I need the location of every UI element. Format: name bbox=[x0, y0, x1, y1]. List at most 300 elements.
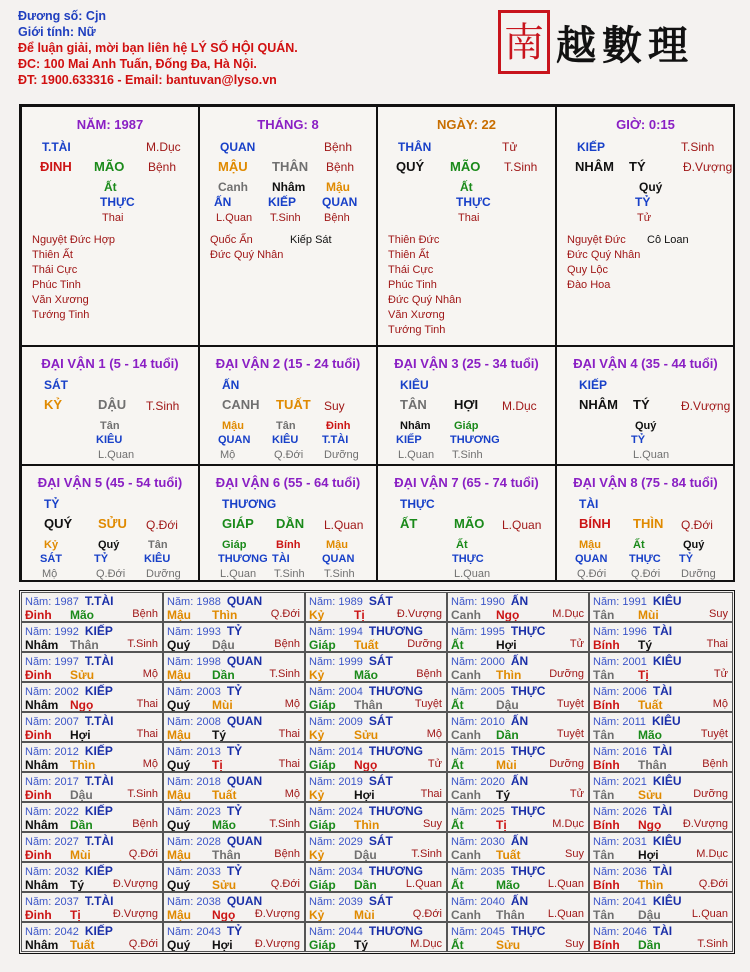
seal-stamp: 南 bbox=[498, 10, 550, 74]
year-stem: Canh bbox=[451, 848, 481, 862]
year-stem: Nhâm bbox=[25, 938, 59, 952]
year-ten-god: THỰC bbox=[510, 804, 546, 818]
year-stem: Nhâm bbox=[25, 758, 59, 772]
dai-van-hidden-ten-god: KIÊU bbox=[272, 434, 299, 446]
year-stem: Mậu bbox=[167, 788, 191, 802]
year-stage: Q.Đới bbox=[270, 608, 300, 620]
year-stem: Mậu bbox=[167, 728, 191, 742]
year-stage: Tuyệt bbox=[414, 698, 442, 710]
year-label: Năm: 2014 bbox=[309, 746, 363, 758]
pillar-cell bbox=[21, 106, 199, 346]
hidden-stem: Ất bbox=[460, 180, 473, 194]
dai-van-hidden-stem: Ất bbox=[633, 539, 645, 551]
year-stem: Canh bbox=[451, 608, 481, 622]
year-ten-god: TÀI bbox=[652, 624, 673, 638]
year-cell bbox=[21, 742, 163, 772]
special-star: Tướng Tinh bbox=[32, 309, 90, 321]
dai-van-hidden-stem: Mậu bbox=[222, 420, 244, 432]
pillar-stage-top: Tử bbox=[502, 140, 518, 154]
year-stem: Canh bbox=[451, 908, 481, 922]
year-label: Năm: 2026 bbox=[593, 806, 647, 818]
year-stage: Bệnh bbox=[132, 818, 158, 830]
year-line bbox=[451, 714, 528, 728]
chart-grid bbox=[19, 104, 735, 582]
pillar-stage: T.Sinh bbox=[504, 160, 538, 174]
year-cell bbox=[21, 712, 163, 742]
year-line bbox=[309, 834, 393, 848]
dai-van-stage: T.Sinh bbox=[146, 399, 180, 413]
year-stage: Đ.Vượng bbox=[254, 938, 300, 950]
year-stage: Q.Đới bbox=[128, 938, 158, 950]
year-branch: Dậu bbox=[496, 698, 519, 712]
year-label: Năm: 2001 bbox=[593, 656, 647, 668]
year-stem: Tân bbox=[593, 728, 615, 742]
special-star: Phúc Tinh bbox=[32, 279, 81, 291]
year-branch: Hợi bbox=[354, 788, 375, 802]
year-line bbox=[25, 714, 113, 728]
pillar-stage-top: T.Sinh bbox=[681, 140, 715, 154]
year-cell bbox=[447, 922, 589, 952]
year-label: Năm: 2012 bbox=[25, 746, 79, 758]
special-star: Thiên Đức bbox=[388, 234, 440, 246]
year-branch: Tị bbox=[496, 818, 507, 832]
year-cell bbox=[21, 592, 163, 622]
year-line bbox=[167, 684, 242, 698]
year-stage: L.Quan bbox=[405, 878, 442, 890]
hidden-stem: Nhâm bbox=[272, 180, 306, 194]
year-stage: T.Sinh bbox=[127, 788, 158, 800]
year-branch: Hợi bbox=[638, 848, 659, 862]
dai-van-hidden-ten-god: THƯƠNG bbox=[450, 434, 500, 446]
pillar-stem: MẬU bbox=[218, 159, 248, 174]
hidden-stem: Canh bbox=[218, 180, 248, 194]
year-cell bbox=[21, 802, 163, 832]
dai-van-stem: KỶ bbox=[44, 397, 63, 412]
year-label: Năm: 2018 bbox=[167, 776, 221, 788]
hidden-stage: Tử bbox=[637, 212, 652, 224]
year-ten-god: ẤN bbox=[510, 594, 529, 608]
year-branch: Tị bbox=[70, 908, 81, 922]
year-line bbox=[25, 594, 113, 608]
year-stage: Dưỡng bbox=[549, 758, 584, 770]
dai-van-hidden-stage: Q.Đới bbox=[96, 568, 126, 580]
dai-van-hidden-stem: Ất bbox=[456, 539, 468, 551]
year-cell bbox=[163, 802, 305, 832]
year-stage: L.Quan bbox=[547, 878, 584, 890]
dai-van-hidden-stem: Giáp bbox=[222, 539, 247, 551]
dai-van-branch: THÌN bbox=[633, 516, 664, 531]
dai-van-hidden-ten-god: SÁT bbox=[40, 553, 62, 565]
year-cell bbox=[447, 622, 589, 652]
year-ten-god: QUAN bbox=[226, 714, 263, 728]
year-label: Năm: 2032 bbox=[25, 866, 79, 878]
dai-van-stage: Đ.Vượng bbox=[681, 399, 731, 413]
year-label: Năm: 2043 bbox=[167, 926, 221, 938]
pillar-stem: QUÝ bbox=[396, 159, 425, 174]
year-ten-god: THƯƠNG bbox=[368, 804, 423, 818]
year-cell bbox=[447, 832, 589, 862]
year-stage: Tử bbox=[569, 638, 584, 650]
pillar-ten-god: THÂN bbox=[398, 140, 432, 154]
year-line bbox=[167, 744, 242, 758]
pillar-branch: TÝ bbox=[629, 159, 646, 174]
year-ten-god: T.TÀI bbox=[84, 714, 114, 728]
year-ten-god: KIẾP bbox=[84, 864, 113, 878]
year-label: Năm: 2023 bbox=[167, 806, 221, 818]
hidden-stage: Bệnh bbox=[324, 212, 350, 224]
year-ten-god: KIẾP bbox=[84, 924, 113, 938]
year-line bbox=[25, 924, 113, 938]
year-label: Năm: 2015 bbox=[451, 746, 505, 758]
year-stage: M.Dục bbox=[696, 848, 728, 860]
dai-van-cell bbox=[377, 465, 556, 582]
pillar-ten-god: QUAN bbox=[220, 140, 256, 154]
dai-van-hidden-stage: Mộ bbox=[42, 568, 58, 580]
year-branch: Ngọ bbox=[496, 608, 520, 622]
year-stem: Đinh bbox=[25, 608, 52, 622]
year-label: Năm: 2003 bbox=[167, 686, 221, 698]
year-stem: Nhâm bbox=[25, 878, 59, 892]
year-ten-god: KIÊU bbox=[652, 894, 682, 908]
year-cell bbox=[589, 802, 733, 832]
year-branch: Hợi bbox=[70, 728, 91, 742]
dai-van-ten-god: TÀI bbox=[579, 497, 599, 511]
year-line bbox=[25, 684, 113, 698]
dai-van-hidden-stage: Dưỡng bbox=[146, 568, 181, 580]
year-ten-god: ẤN bbox=[510, 834, 529, 848]
year-cell bbox=[305, 892, 447, 922]
phone-email: ĐT: 1900.633316 - Email: bantuvan@lyso.vn bbox=[18, 73, 277, 87]
year-stem: Canh bbox=[451, 788, 481, 802]
year-label: Năm: 2010 bbox=[451, 716, 505, 728]
year-branch: Mão bbox=[638, 728, 662, 742]
year-label: Năm: 2011 bbox=[593, 716, 646, 728]
year-branch: Mùi bbox=[212, 698, 233, 712]
dai-van-branch: SỬU bbox=[98, 516, 127, 531]
dai-van-cell bbox=[21, 465, 199, 582]
year-line bbox=[25, 834, 113, 848]
year-branch: Sửu bbox=[496, 938, 521, 952]
dai-van-title: ĐẠI VẬN 3 (25 - 34 tuổi) bbox=[394, 356, 539, 371]
year-stage: Bệnh bbox=[274, 848, 300, 860]
year-label: Năm: 2030 bbox=[451, 836, 505, 848]
dai-van-hidden-stem: Mậu bbox=[579, 539, 601, 551]
year-stem: Ất bbox=[451, 698, 464, 712]
dai-van-stage: L.Quan bbox=[502, 518, 542, 532]
year-line bbox=[167, 804, 242, 818]
year-cell bbox=[21, 652, 163, 682]
year-branch: Dần bbox=[496, 728, 519, 742]
year-label: Năm: 2017 bbox=[25, 776, 79, 788]
year-stage: Tử bbox=[569, 788, 584, 800]
year-line bbox=[167, 894, 262, 908]
year-stage: Dưỡng bbox=[407, 638, 442, 650]
year-stage: Dưỡng bbox=[549, 668, 584, 680]
year-cell bbox=[305, 682, 447, 712]
dai-van-hidden-stage: L.Quan bbox=[398, 449, 435, 461]
year-stage: Bệnh bbox=[132, 608, 158, 620]
year-cell bbox=[163, 892, 305, 922]
year-branch: Thìn bbox=[496, 668, 522, 682]
year-label: Năm: 2033 bbox=[167, 866, 221, 878]
year-stage: Tử bbox=[427, 758, 442, 770]
year-stem: Nhâm bbox=[25, 638, 59, 652]
dai-van-hidden-stage: L.Quan bbox=[633, 449, 670, 461]
year-cell bbox=[163, 622, 305, 652]
year-branch: Mùi bbox=[638, 608, 659, 622]
pillar-stage-top: Bệnh bbox=[324, 140, 353, 154]
special-star: Thiên Ất bbox=[32, 249, 73, 261]
year-label: Năm: 2024 bbox=[309, 806, 363, 818]
special-star: Đức Quý Nhân bbox=[210, 249, 284, 261]
pillar-title: NĂM: 1987 bbox=[76, 117, 144, 132]
year-line bbox=[593, 684, 672, 698]
year-branch: Dậu bbox=[354, 848, 377, 862]
year-label: Năm: 2020 bbox=[451, 776, 505, 788]
year-label: Năm: 1997 bbox=[25, 656, 79, 668]
year-stage: Đ.Vượng bbox=[682, 818, 728, 830]
year-cell bbox=[21, 922, 163, 952]
dai-van-stem: GIÁP bbox=[222, 516, 254, 531]
year-branch: Mùi bbox=[496, 758, 517, 772]
year-cell bbox=[589, 592, 733, 622]
year-cell bbox=[21, 772, 163, 802]
dai-van-hidden-stem: Nhâm bbox=[400, 420, 431, 432]
year-table bbox=[19, 590, 735, 954]
year-stage: Suy bbox=[709, 608, 728, 620]
year-line bbox=[593, 594, 681, 608]
year-stem: Đinh bbox=[25, 848, 52, 862]
year-branch: Thân bbox=[638, 758, 667, 772]
year-cell bbox=[305, 802, 447, 832]
dai-van-hidden-ten-god: TỶ bbox=[631, 434, 646, 446]
year-stage: M.Dục bbox=[552, 818, 584, 830]
year-ten-god: KIÊU bbox=[652, 654, 682, 668]
year-stage: Đ.Vượng bbox=[396, 608, 442, 620]
year-line bbox=[167, 864, 242, 878]
dai-van-ten-god: SÁT bbox=[44, 378, 68, 392]
year-cell bbox=[589, 652, 733, 682]
year-ten-god: THỰC bbox=[510, 744, 546, 758]
year-ten-god: KIẾP bbox=[84, 684, 113, 698]
dai-van-hidden-stage: Q.Đới bbox=[577, 568, 607, 580]
year-label: Năm: 2021 bbox=[593, 776, 647, 788]
year-ten-god: QUAN bbox=[226, 894, 263, 908]
year-stem: Giáp bbox=[309, 698, 336, 712]
year-line bbox=[25, 894, 113, 908]
year-branch: Sửu bbox=[638, 788, 663, 802]
year-stage: Dưỡng bbox=[693, 788, 728, 800]
year-stem: Canh bbox=[451, 728, 481, 742]
year-line bbox=[25, 744, 113, 758]
dai-van-hidden-stem: Quý bbox=[635, 420, 657, 432]
year-label: Năm: 1996 bbox=[593, 626, 647, 638]
dai-van-stem: ẤT bbox=[400, 516, 418, 531]
year-line bbox=[309, 624, 423, 638]
year-line bbox=[593, 624, 672, 638]
year-stem: Ất bbox=[451, 878, 464, 892]
year-stage: T.Sinh bbox=[269, 818, 300, 830]
year-cell bbox=[21, 862, 163, 892]
year-label: Năm: 2046 bbox=[593, 926, 647, 938]
year-cell bbox=[163, 682, 305, 712]
year-label: Năm: 2038 bbox=[167, 896, 221, 908]
pillar-ten-god: KIẾP bbox=[577, 140, 606, 154]
year-cell bbox=[447, 742, 589, 772]
dai-van-hidden-ten-god: THỰC bbox=[629, 553, 661, 565]
year-stage: Bệnh bbox=[702, 758, 728, 770]
year-cell bbox=[589, 892, 733, 922]
year-ten-god: TỶ bbox=[226, 684, 243, 698]
special-star: Thiên Ất bbox=[388, 249, 429, 261]
dai-van-ten-god: ẤN bbox=[222, 378, 240, 392]
year-branch: Sửu bbox=[212, 878, 237, 892]
year-branch: Hợi bbox=[212, 938, 233, 952]
year-ten-god: QUAN bbox=[226, 594, 263, 608]
year-stage: M.Dục bbox=[552, 608, 584, 620]
year-ten-god: TỶ bbox=[226, 624, 243, 638]
year-stem: Tân bbox=[593, 788, 615, 802]
hidden-stem: Quý bbox=[639, 180, 663, 194]
year-line bbox=[451, 684, 545, 698]
year-ten-god: SÁT bbox=[368, 654, 393, 668]
year-cell bbox=[589, 712, 733, 742]
year-stem: Quý bbox=[167, 638, 191, 652]
year-stage: L.Quan bbox=[547, 908, 584, 920]
year-label: Năm: 2000 bbox=[451, 656, 505, 668]
year-stem: Quý bbox=[167, 818, 191, 832]
year-stem: Bính bbox=[593, 638, 620, 652]
year-ten-god: ẤN bbox=[510, 894, 529, 908]
dai-van-stem: BÍNH bbox=[579, 516, 611, 531]
year-ten-god: THỰC bbox=[510, 924, 546, 938]
year-branch: Tị bbox=[212, 758, 223, 772]
pillar-ten-god: T.TÀI bbox=[42, 140, 71, 154]
year-line bbox=[451, 804, 545, 818]
year-cell bbox=[447, 892, 589, 922]
year-stem: Kỷ bbox=[309, 668, 325, 682]
year-line bbox=[309, 714, 393, 728]
year-cell bbox=[163, 712, 305, 742]
year-stage: Mộ bbox=[284, 698, 300, 710]
hidden-ten-god: THỰC bbox=[100, 195, 135, 209]
dai-van-stem: NHÂM bbox=[579, 397, 618, 412]
year-branch: Tị bbox=[638, 668, 649, 682]
dai-van-ten-god: THỰC bbox=[400, 497, 435, 511]
year-line bbox=[451, 864, 545, 878]
year-branch: Tị bbox=[354, 608, 365, 622]
year-label: Năm: 2042 bbox=[25, 926, 79, 938]
year-branch: Dần bbox=[212, 668, 235, 682]
year-stage: Tuyệt bbox=[556, 728, 584, 740]
year-branch: Thân bbox=[70, 638, 99, 652]
dai-van-hidden-stem: Mậu bbox=[326, 539, 348, 551]
year-cell bbox=[163, 772, 305, 802]
year-ten-god: QUAN bbox=[226, 834, 263, 848]
year-stage: Suy bbox=[565, 848, 584, 860]
year-cell bbox=[447, 772, 589, 802]
year-branch: Thìn bbox=[354, 818, 380, 832]
year-label: Năm: 2006 bbox=[593, 686, 647, 698]
year-cell bbox=[447, 862, 589, 892]
dai-van-title: ĐẠI VẬN 4 (35 - 44 tuổi) bbox=[573, 356, 718, 371]
owner-name: Đương số: Cjn bbox=[18, 9, 107, 23]
year-ten-god: THƯƠNG bbox=[368, 864, 423, 878]
year-branch: Tuất bbox=[638, 698, 663, 712]
year-branch: Thìn bbox=[70, 758, 96, 772]
year-ten-god: TỶ bbox=[226, 924, 243, 938]
year-label: Năm: 2002 bbox=[25, 686, 79, 698]
year-ten-god: ẤN bbox=[510, 654, 529, 668]
address: ĐC: 100 Mai Anh Tuấn, Đống Đa, Hà Nội. bbox=[18, 57, 257, 71]
year-branch: Thân bbox=[496, 908, 525, 922]
year-branch: Tuất bbox=[496, 848, 521, 862]
dai-van-hidden-ten-god: T.TÀI bbox=[322, 434, 349, 446]
year-branch: Mão bbox=[70, 608, 94, 622]
year-stage: Thai bbox=[706, 638, 728, 650]
dai-van-hidden-stage: T.Sinh bbox=[274, 568, 305, 580]
year-stem: Giáp bbox=[309, 758, 336, 772]
year-cell bbox=[589, 832, 733, 862]
year-line bbox=[309, 804, 423, 818]
year-stem: Kỷ bbox=[309, 908, 325, 922]
year-cell bbox=[447, 682, 589, 712]
dai-van-stage: L.Quan bbox=[324, 518, 364, 532]
hidden-stage: Thai bbox=[102, 212, 124, 224]
dai-van-hidden-ten-god: QUAN bbox=[575, 553, 608, 565]
pillar-branch: MÃO bbox=[450, 159, 481, 174]
year-branch: Mão bbox=[496, 878, 520, 892]
year-line bbox=[593, 864, 672, 878]
year-line bbox=[593, 714, 681, 728]
year-stem: Quý bbox=[167, 938, 191, 952]
dai-van-hidden-stage: L.Quan bbox=[98, 449, 135, 461]
dai-van-cell bbox=[199, 465, 377, 582]
dai-van-branch: TÝ bbox=[633, 397, 650, 412]
year-stem: Đinh bbox=[25, 788, 52, 802]
year-line bbox=[451, 834, 528, 848]
dai-van-title: ĐẠI VẬN 1 (5 - 14 tuổi) bbox=[41, 356, 179, 371]
year-label: Năm: 1998 bbox=[167, 656, 221, 668]
pillar-branch: MÃO bbox=[94, 159, 125, 174]
dai-van-hidden-stage: T.Sinh bbox=[324, 568, 355, 580]
pillar-stage: Bệnh bbox=[326, 160, 355, 174]
year-stage: Bệnh bbox=[274, 638, 300, 650]
year-cell bbox=[163, 862, 305, 892]
year-stage: Q.Đới bbox=[412, 908, 442, 920]
year-branch: Ngọ bbox=[638, 818, 662, 832]
dai-van-hidden-stem: Bính bbox=[276, 539, 301, 551]
year-cell bbox=[21, 682, 163, 712]
logo bbox=[496, 8, 736, 80]
year-ten-god: QUAN bbox=[226, 654, 263, 668]
year-stem: Bính bbox=[593, 878, 620, 892]
year-stem: Nhâm bbox=[25, 698, 59, 712]
year-stem: Quý bbox=[167, 698, 191, 712]
dai-van-hidden-ten-god: KIÊU bbox=[144, 553, 171, 565]
year-stem: Kỷ bbox=[309, 788, 325, 802]
year-stem: Bính bbox=[593, 938, 620, 952]
year-label: Năm: 2041 bbox=[593, 896, 647, 908]
year-branch: Dần bbox=[70, 818, 93, 832]
year-ten-god: KIẾP bbox=[84, 804, 113, 818]
year-label: Năm: 2044 bbox=[309, 926, 363, 938]
year-cell bbox=[21, 622, 163, 652]
year-label: Năm: 2034 bbox=[309, 866, 363, 878]
year-cell bbox=[305, 712, 447, 742]
year-label: Năm: 2029 bbox=[309, 836, 363, 848]
year-line bbox=[309, 774, 393, 788]
